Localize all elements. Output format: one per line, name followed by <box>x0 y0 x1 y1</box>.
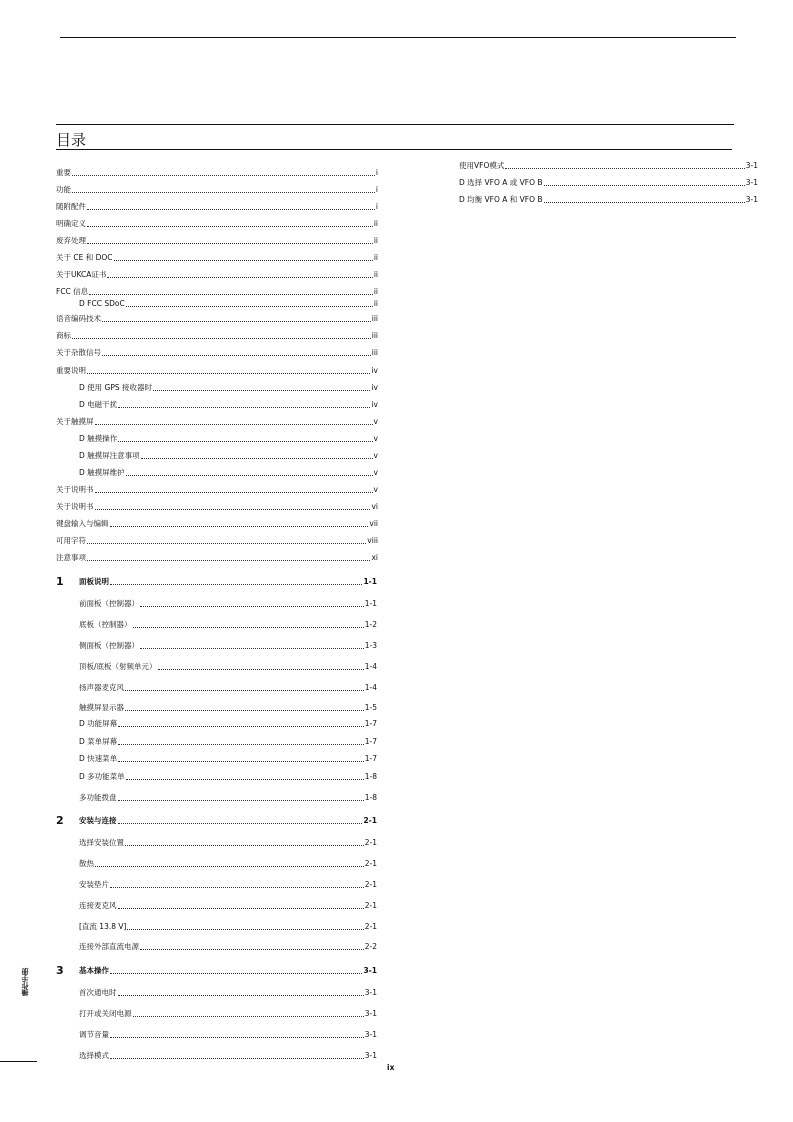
toc-entry-page: v <box>373 417 378 426</box>
toc-dot-leader <box>110 972 362 974</box>
toc-entry-page: v <box>373 451 378 460</box>
toc-entry-page: iv <box>371 383 378 392</box>
toc-dot-leader <box>118 440 372 442</box>
toc-entry-page: 2-1 <box>364 859 377 868</box>
toc-entry-page: 1-8 <box>364 772 377 781</box>
toc-entry[interactable] <box>79 719 377 729</box>
toc-dot-leader <box>87 542 366 544</box>
toc-dot-leader <box>114 259 373 261</box>
title-top-rule <box>56 124 734 125</box>
toc-entry-page: 3-1 <box>745 178 758 187</box>
toc-dot-leader <box>125 844 364 846</box>
toc-entry-page: vi <box>371 502 378 511</box>
toc-entry-label: 使用VFO模式 <box>459 161 505 170</box>
toc-entry[interactable] <box>56 253 378 263</box>
toc-entry[interactable] <box>79 901 377 911</box>
toc-entry-label: 商标 <box>56 331 71 340</box>
toc-dot-leader <box>95 423 373 425</box>
toc-entry-label: D 功能屏幕 <box>79 719 118 728</box>
toc-entry-page: iii <box>371 331 378 340</box>
toc-entry-page: ii <box>373 219 378 228</box>
toc-entry-page: v <box>373 468 378 477</box>
toc-dot-leader <box>153 389 370 391</box>
toc-entry-label: D FCC SDoC <box>79 299 125 308</box>
toc-entry-label: 多功能拨盘 <box>79 793 117 802</box>
toc-entry-label: D 选择 VFO A 或 VFO B <box>459 178 543 187</box>
toc-dot-leader <box>95 865 364 867</box>
toc-entry[interactable] <box>459 161 758 171</box>
chapter-number: 1 <box>56 575 64 588</box>
toc-entry-label: 连接外部直流电源 <box>79 942 139 951</box>
toc-entry-label: 前面板（控制器） <box>79 599 139 608</box>
toc-entry[interactable] <box>79 1051 377 1061</box>
toc-entry-label: 随附配件 <box>56 202 86 211</box>
toc-entry-label: 打开或关闭电源 <box>79 1009 132 1018</box>
toc-entry-page: 3-1 <box>363 966 377 975</box>
toc-entry[interactable] <box>79 988 377 998</box>
toc-entry-label: FCC 信息 <box>56 287 89 296</box>
toc-entry-label: D 使用 GPS 接收器时 <box>79 383 153 392</box>
toc-entry-page: ii <box>373 299 378 308</box>
toc-entry-page: iv <box>371 366 378 375</box>
toc-entry[interactable] <box>459 195 758 205</box>
toc-entry[interactable] <box>79 737 377 747</box>
toc-entry-label: 选择安装位置 <box>79 838 124 847</box>
toc-entry[interactable] <box>56 236 378 246</box>
toc-entry[interactable] <box>56 168 378 178</box>
toc-entry[interactable] <box>79 383 378 393</box>
toc-entry[interactable] <box>79 468 378 478</box>
toc-entry-label: 连接麦克风 <box>79 901 117 910</box>
toc-entry-page: 1-8 <box>364 793 377 802</box>
toc-entry-label: 重要说明 <box>56 366 86 375</box>
toc-dot-leader <box>140 605 364 607</box>
toc-entry-page: i <box>375 202 378 211</box>
toc-entry-label: 废弃处理 <box>56 236 86 245</box>
toc-entry[interactable] <box>56 348 378 358</box>
toc-entry-label: D 触摸屏维护 <box>79 468 125 477</box>
toc-dot-leader <box>544 201 745 203</box>
toc-dot-leader <box>505 167 744 169</box>
toc-dot-leader <box>133 626 364 628</box>
toc-dot-leader <box>126 305 373 307</box>
toc-dot-leader <box>110 583 362 585</box>
toc-dot-leader <box>158 668 364 670</box>
toc-dot-leader <box>127 928 363 930</box>
toc-entry[interactable] <box>459 178 758 188</box>
toc-entry[interactable] <box>79 880 377 890</box>
toc-dot-leader <box>118 907 364 909</box>
toc-entry[interactable] <box>79 793 377 803</box>
toc-dot-leader <box>118 994 364 996</box>
toc-entry-label: 关于触摸屏 <box>56 417 94 426</box>
toc-entry[interactable] <box>56 502 378 512</box>
toc-entry[interactable] <box>79 451 378 461</box>
toc-entry[interactable] <box>79 620 377 630</box>
toc-entry-page: 1-2 <box>364 620 377 629</box>
toc-entry-label: 首次通电时 <box>79 988 117 997</box>
toc-dot-leader <box>87 242 373 244</box>
toc-dot-leader <box>118 760 364 762</box>
toc-entry-label: 安装垫片 <box>79 880 109 889</box>
toc-dot-leader <box>125 709 364 711</box>
toc-dot-leader <box>107 276 372 278</box>
toc-entry-page: 2-2 <box>364 942 377 951</box>
toc-entry-page: 3-1 <box>364 988 377 997</box>
toc-entry-label: 明确定义 <box>56 219 86 228</box>
toc-entry[interactable] <box>56 202 378 212</box>
toc-entry-page: viii <box>367 536 378 545</box>
toc-entry[interactable] <box>79 434 378 444</box>
toc-entry-label: 关于UKCA证书 <box>56 270 107 279</box>
chapter-number: 3 <box>56 964 64 977</box>
toc-entry[interactable] <box>79 772 377 782</box>
toc-dot-leader <box>118 822 363 824</box>
bottom-left-rule <box>0 1061 37 1062</box>
toc-entry[interactable] <box>79 816 377 826</box>
toc-entry-page: v <box>373 485 378 494</box>
toc-entry-label: 关于说明书 <box>56 502 94 511</box>
toc-entry[interactable] <box>56 417 378 427</box>
toc-entry[interactable] <box>79 662 377 672</box>
toc-entry-label: 选择模式 <box>79 1051 109 1060</box>
toc-dot-leader <box>544 184 745 186</box>
toc-entry[interactable] <box>79 683 377 693</box>
toc-entry-page: 3-1 <box>745 161 758 170</box>
toc-dot-leader <box>87 559 370 561</box>
toc-entry[interactable] <box>56 519 378 529</box>
toc-dot-leader <box>95 491 373 493</box>
toc-entry[interactable] <box>56 485 378 495</box>
toc-dot-leader <box>141 457 373 459</box>
toc-entry-page: 1-4 <box>364 683 377 692</box>
toc-entry[interactable] <box>79 577 377 587</box>
toc-entry-label: D 多功能菜单 <box>79 772 125 781</box>
toc-dot-leader <box>72 337 371 339</box>
toc-entry-label: 关于杂散信号 <box>56 348 101 357</box>
toc-entry[interactable] <box>56 270 378 280</box>
page-title: 目录 <box>56 131 87 149</box>
toc-entry-page: ii <box>373 270 378 279</box>
toc-entry[interactable] <box>79 838 377 848</box>
toc-dot-leader <box>102 320 371 322</box>
toc-dot-leader <box>118 799 364 801</box>
toc-entry-label: 扬声器麦克风 <box>79 683 124 692</box>
toc-entry-page: iii <box>371 348 378 357</box>
toc-entry[interactable] <box>79 942 377 952</box>
toc-entry[interactable] <box>79 1030 377 1040</box>
toc-entry-page: 2-1 <box>364 901 377 910</box>
toc-entry-page: 2-1 <box>364 838 377 847</box>
toc-entry[interactable] <box>79 703 377 713</box>
toc-entry-label: 基本操作 <box>79 966 109 975</box>
toc-dot-leader <box>140 647 364 649</box>
toc-entry-label: D 均衡 VFO A 和 VFO B <box>459 195 543 204</box>
toc-entry-page: 1-5 <box>364 703 377 712</box>
title-bottom-rule <box>56 149 732 150</box>
toc-entry-page: 3-1 <box>364 1009 377 1018</box>
toc-entry-page: 1-1 <box>363 577 377 586</box>
toc-entry-page: 2-1 <box>364 922 377 931</box>
toc-entry-label: 面板说明 <box>79 577 109 586</box>
toc-entry[interactable] <box>79 599 377 609</box>
toc-entry-label: 重要 <box>56 168 71 177</box>
toc-entry-label: 侧面板（控制器） <box>79 641 139 650</box>
toc-entry-page: 2-1 <box>363 816 377 825</box>
top-rule <box>60 37 736 38</box>
toc-entry-page: 1-7 <box>364 754 377 763</box>
toc-entry-page: 1-7 <box>364 737 377 746</box>
toc-entry-label: D 触摸屏注意事项 <box>79 451 140 460</box>
toc-entry-page: iv <box>371 400 378 409</box>
toc-entry-label: 顶板/底板（射频单元） <box>79 662 157 671</box>
toc-entry-label: [直流 13.8 V] <box>79 922 127 931</box>
toc-entry[interactable] <box>56 314 378 324</box>
toc-entry-label: 键盘输入与编辑 <box>56 519 109 528</box>
toc-entry-page: i <box>375 168 378 177</box>
toc-dot-leader <box>118 743 364 745</box>
toc-entry[interactable] <box>79 299 378 309</box>
toc-entry-page: ii <box>373 287 378 296</box>
toc-entry-label: 可用字符 <box>56 536 86 545</box>
toc-dot-leader <box>110 886 364 888</box>
toc-entry-page: 2-1 <box>364 880 377 889</box>
toc-dot-leader <box>133 1015 364 1017</box>
toc-entry[interactable] <box>56 553 378 563</box>
toc-entry[interactable] <box>56 331 378 341</box>
toc-entry-page: 3-1 <box>745 195 758 204</box>
toc-dot-leader <box>125 689 364 691</box>
toc-entry-page: xi <box>371 553 378 562</box>
toc-entry-label: 触摸屏显示器 <box>79 703 124 712</box>
toc-dot-leader <box>118 406 370 408</box>
toc-entry-label: D 菜单屏幕 <box>79 737 118 746</box>
toc-entry-page: ii <box>373 253 378 262</box>
toc-entry-page: vii <box>369 519 378 528</box>
toc-entry[interactable] <box>79 859 377 869</box>
toc-entry[interactable] <box>79 400 378 410</box>
toc-entry[interactable] <box>56 366 378 376</box>
side-tab-label: 操作手册 <box>21 968 29 996</box>
toc-entry-page: 1-7 <box>364 719 377 728</box>
toc-entry-label: D 触摸操作 <box>79 434 118 443</box>
toc-entry[interactable] <box>79 966 377 976</box>
toc-dot-leader <box>118 725 364 727</box>
toc-dot-leader <box>95 508 371 510</box>
toc-entry-page: 3-1 <box>364 1051 377 1060</box>
toc-entry[interactable] <box>79 1009 377 1019</box>
toc-entry-page: iii <box>371 314 378 323</box>
toc-entry-page: v <box>373 434 378 443</box>
page-number: ix <box>387 1063 395 1072</box>
toc-entry-page: 3-1 <box>364 1030 377 1039</box>
toc-dot-leader <box>110 1036 364 1038</box>
toc-dot-leader <box>102 354 371 356</box>
toc-entry-label: 调节音量 <box>79 1030 109 1039</box>
toc-dot-leader <box>110 1057 364 1059</box>
toc-entry-label: 功能 <box>56 185 71 194</box>
toc-entry-label: 安装与连接 <box>79 816 117 825</box>
toc-dot-leader <box>126 474 373 476</box>
toc-dot-leader <box>126 778 364 780</box>
toc-entry[interactable] <box>56 287 378 297</box>
toc-entry-label: 语音编码技术 <box>56 314 101 323</box>
toc-dot-leader <box>87 208 375 210</box>
toc-entry-label: D 电磁干扰 <box>79 400 118 409</box>
toc-entry[interactable] <box>56 219 378 229</box>
toc-entry-page: ii <box>373 236 378 245</box>
toc-entry[interactable] <box>56 185 378 195</box>
toc-entry-label: 关于说明书 <box>56 485 94 494</box>
toc-dot-leader <box>110 525 369 527</box>
toc-dot-leader <box>72 191 375 193</box>
toc-entry-label: 关于 CE 和 DOC <box>56 253 113 262</box>
toc-entry-page: i <box>375 185 378 194</box>
chapter-number: 2 <box>56 814 64 827</box>
toc-dot-leader <box>89 293 373 295</box>
toc-entry-page: 1-1 <box>364 599 377 608</box>
toc-dot-leader <box>87 225 373 227</box>
toc-entry-label: 注意事项 <box>56 553 86 562</box>
toc-entry-page: 1-4 <box>364 662 377 671</box>
toc-dot-leader <box>72 174 375 176</box>
toc-entry[interactable] <box>56 536 378 546</box>
toc-dot-leader <box>140 948 364 950</box>
toc-entry-page: 1-3 <box>364 641 377 650</box>
toc-entry-label: 散热 <box>79 859 94 868</box>
toc-entry[interactable] <box>79 922 377 932</box>
toc-entry-label: D 快速菜单 <box>79 754 118 763</box>
toc-dot-leader <box>87 372 370 374</box>
toc-entry[interactable] <box>79 641 377 651</box>
toc-entry-label: 底板（控制器） <box>79 620 132 629</box>
toc-entry[interactable] <box>79 754 377 764</box>
